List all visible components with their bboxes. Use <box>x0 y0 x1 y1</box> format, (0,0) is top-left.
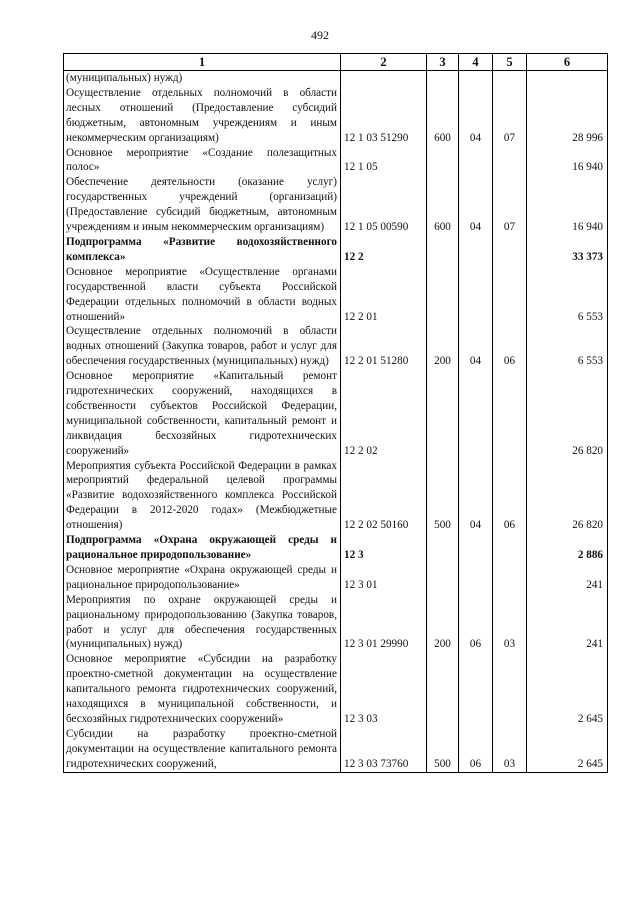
row-code: 12 1 05 <box>341 146 427 176</box>
row-subsection: 06 <box>493 459 527 534</box>
budget-table <box>63 53 608 773</box>
row-amount: 6 553 <box>527 324 608 369</box>
row-subsection <box>493 265 527 325</box>
row-subsection: 03 <box>493 593 527 653</box>
row-expense-type: 200 <box>427 593 459 653</box>
col-header-1: 1 <box>64 54 341 71</box>
row-section <box>459 71 493 86</box>
table-row <box>64 369 608 458</box>
row-subsection: 07 <box>493 175 527 235</box>
table-row <box>64 727 608 772</box>
row-amount: 16 940 <box>527 175 608 235</box>
row-expense-type: 200 <box>427 324 459 369</box>
row-name: Обеспечение деятельности (оказание услуг) государственных учреждений (организаций) (Предоставление субсидий бюджетным, автономным учреждениям и иным некоммерческим организациям) <box>64 175 341 235</box>
row-subsection <box>493 369 527 458</box>
row-code: 12 3 03 <box>341 652 427 727</box>
row-section <box>459 235 493 265</box>
table-row <box>64 652 608 727</box>
row-name: Подпрограмма «Развитие водохозяйственного комплекса» <box>64 235 341 265</box>
header-row <box>64 54 608 71</box>
row-section: 06 <box>459 727 493 772</box>
row-expense-type: 600 <box>427 175 459 235</box>
row-section <box>459 652 493 727</box>
row-amount: 33 373 <box>527 235 608 265</box>
table-row <box>64 324 608 369</box>
row-name: Основное мероприятие «Создание полезащитных полос» <box>64 146 341 176</box>
table-row <box>64 146 608 176</box>
row-subsection <box>493 533 527 563</box>
row-expense-type: 500 <box>427 459 459 534</box>
row-section: 06 <box>459 593 493 653</box>
row-code <box>341 71 427 86</box>
row-code: 12 3 01 29990 <box>341 593 427 653</box>
row-code: 12 2 <box>341 235 427 265</box>
row-amount: 28 996 <box>527 86 608 146</box>
row-amount: 2 886 <box>527 533 608 563</box>
row-name: Основное мероприятие «Осуществление органами государственной власти субъекта Российской Федерации отдельных полномочий в области водных отношений» <box>64 265 341 325</box>
row-amount: 241 <box>527 593 608 653</box>
row-amount: 2 645 <box>527 652 608 727</box>
row-amount <box>527 71 608 86</box>
row-expense-type <box>427 265 459 325</box>
row-expense-type <box>427 533 459 563</box>
row-section <box>459 533 493 563</box>
col-header-2: 2 <box>341 54 427 71</box>
table-row <box>64 459 608 534</box>
col-header-3: 3 <box>427 54 459 71</box>
row-code: 12 2 01 51280 <box>341 324 427 369</box>
row-code: 12 3 03 73760 <box>341 727 427 772</box>
table-body <box>64 71 608 773</box>
row-name: Осуществление отдельных полномочий в области лесных отношений (Предоставление субсидий бюджетным, автономным учреждениям и иным некоммерческим организациям) <box>64 86 341 146</box>
row-expense-type <box>427 235 459 265</box>
table-row <box>64 533 608 563</box>
row-section: 04 <box>459 86 493 146</box>
row-section: 04 <box>459 459 493 534</box>
row-section: 04 <box>459 175 493 235</box>
row-amount: 6 553 <box>527 265 608 325</box>
row-amount: 16 940 <box>527 146 608 176</box>
row-subsection <box>493 146 527 176</box>
row-section <box>459 265 493 325</box>
row-subsection: 07 <box>493 86 527 146</box>
row-expense-type: 500 <box>427 727 459 772</box>
row-name: Основное мероприятие «Охрана окружающей среды и рациональное природопользование» <box>64 563 341 593</box>
row-name: Подпрограмма «Охрана окружающей среды и рациональное природопользование» <box>64 533 341 563</box>
row-subsection <box>493 652 527 727</box>
row-name: Основное мероприятие «Капитальный ремонт гидротехнических сооружений, находящихся в собственности субъектов Российской Федерации, муниципальной собственности, капитальный ремонт и ликвидация бесхозяйных гидротехнических сооружений» <box>64 369 341 458</box>
row-section: 04 <box>459 324 493 369</box>
col-header-4: 4 <box>459 54 493 71</box>
row-code: 12 1 03 51290 <box>341 86 427 146</box>
row-amount: 241 <box>527 563 608 593</box>
row-subsection: 03 <box>493 727 527 772</box>
row-expense-type <box>427 71 459 86</box>
row-name: Мероприятия по охране окружающей среды и рациональному природопользованию (Закупка товаров, работ и услуг для обеспечения государственных (муниципальных) нужд) <box>64 593 341 653</box>
row-subsection <box>493 563 527 593</box>
row-subsection: 06 <box>493 324 527 369</box>
row-name: Осуществление отдельных полномочий в области водных отношений (Закупка товаров, работ и услуг для обеспечения государственных (муниципальных) нужд) <box>64 324 341 369</box>
row-code: 12 1 05 00590 <box>341 175 427 235</box>
row-amount: 26 820 <box>527 459 608 534</box>
table-row <box>64 175 608 235</box>
row-name: Мероприятия субъекта Российской Федерации в рамках мероприятий федеральной целевой программы «Развитие водохозяйственного комплекса Российской Федерации в 2012-2020 годах» (Межбюджетные отношения) <box>64 459 341 534</box>
row-name: Субсидии на разработку проектно-сметной документации на осуществление капитального ремонта гидротехнических сооружений, <box>64 727 341 772</box>
table-row <box>64 235 608 265</box>
page-number: 492 <box>311 28 329 42</box>
row-expense-type: 600 <box>427 86 459 146</box>
row-section <box>459 146 493 176</box>
row-name: (муниципальных) нужд) <box>64 71 341 86</box>
row-expense-type <box>427 563 459 593</box>
table-row <box>64 593 608 653</box>
table-row <box>64 71 608 86</box>
table-row <box>64 563 608 593</box>
row-name: Основное мероприятие «Субсидии на разработку проектно-сметной документации на осуществление капитального ремонта гидротехнических сооружений, находящихся в муниципальной собственности, и бесхозяйных гидротехнических сооружений» <box>64 652 341 727</box>
row-subsection <box>493 71 527 86</box>
table-row <box>64 86 608 146</box>
row-section <box>459 369 493 458</box>
row-subsection <box>493 235 527 265</box>
row-code: 12 3 01 <box>341 563 427 593</box>
row-section <box>459 563 493 593</box>
row-code: 12 2 02 50160 <box>341 459 427 534</box>
row-code: 12 3 <box>341 533 427 563</box>
col-header-5: 5 <box>493 54 527 71</box>
table-row <box>64 265 608 325</box>
col-header-6: 6 <box>527 54 608 71</box>
row-code: 12 2 02 <box>341 369 427 458</box>
row-expense-type <box>427 146 459 176</box>
row-expense-type <box>427 652 459 727</box>
row-amount: 26 820 <box>527 369 608 458</box>
row-code: 12 2 01 <box>341 265 427 325</box>
row-expense-type <box>427 369 459 458</box>
row-amount: 2 645 <box>527 727 608 772</box>
